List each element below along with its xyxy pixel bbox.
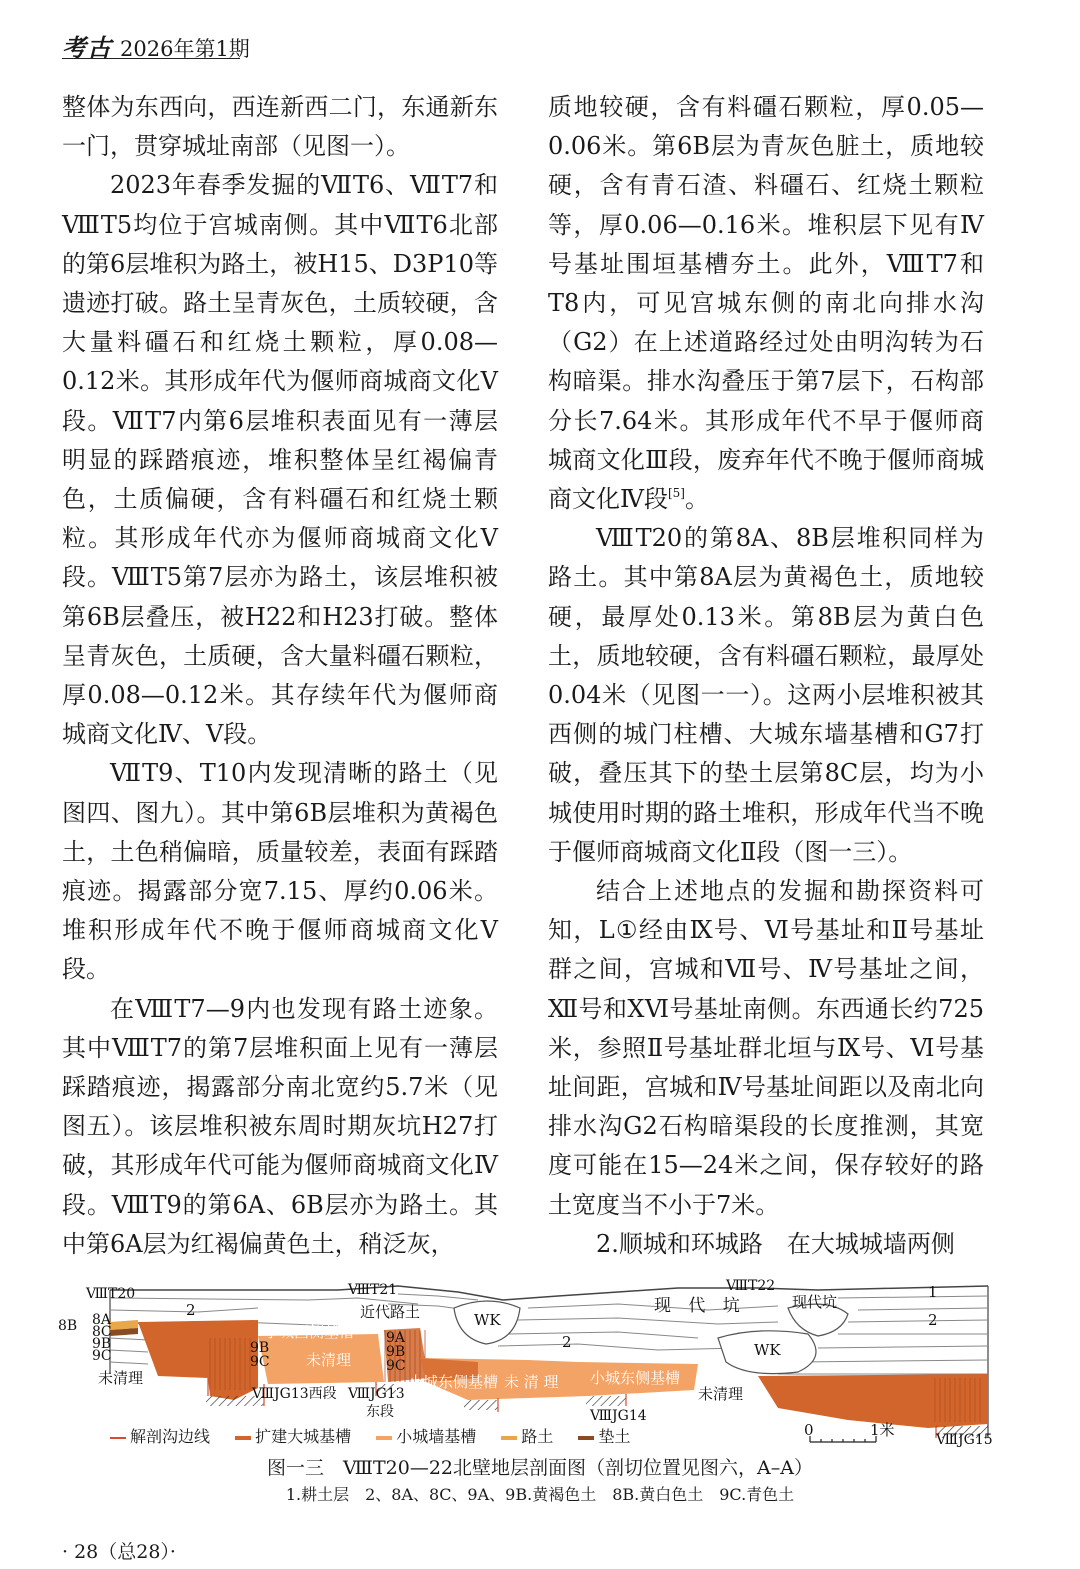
legend-swatch	[578, 1436, 594, 1440]
unexcavated-label: 未 清 理	[504, 1373, 559, 1391]
legend-item: 小城墙基槽	[376, 1424, 476, 1447]
left-column	[62, 88, 498, 1264]
layer-2: 2	[562, 1333, 572, 1351]
layer-9c: 9C	[386, 1358, 406, 1374]
layer-8a: 8A	[92, 1312, 112, 1328]
east-trench-label: 小城东侧基槽	[590, 1369, 681, 1387]
layer-9b: 9B	[386, 1344, 406, 1360]
trench-label-t21: ⅧT21	[348, 1282, 398, 1298]
legend-item: 垫土	[578, 1424, 630, 1447]
paragraph-end: 。	[684, 485, 709, 514]
layer-8b: 8B	[58, 1318, 78, 1334]
legend-swatch	[110, 1437, 126, 1439]
figure-legend	[110, 1424, 650, 1447]
modern-pit-label: 现 代 坑	[654, 1296, 746, 1316]
legend-swatch	[501, 1436, 517, 1440]
layer-9b: 9B	[250, 1340, 270, 1356]
layer-2: 2	[928, 1311, 938, 1329]
legend-swatch	[376, 1436, 392, 1440]
layer-9b: 9B	[92, 1336, 112, 1352]
trench-label-t20: ⅧT20	[86, 1286, 136, 1302]
paragraph: 结合上述地点的发掘和勘探资料可知，L①经由Ⅸ号、Ⅵ号基址和Ⅱ号基址群之间，宫城和Ⅶ号、Ⅳ号基址之间，Ⅻ号和ⅩⅥ号基址南侧。东西通长约725米，参照Ⅱ号基址群北垣与Ⅸ号、Ⅵ号基址间距，宫城和Ⅳ号基址间距以及南北向排水沟G2石构暗渠段的长度推测，其宽度可能在15—24米之间，保存较好的路土宽度当不小于7米。	[548, 877, 984, 1219]
legend-item: 扩建大城基槽	[235, 1424, 351, 1447]
page-number: · 28（总28）·	[62, 1541, 176, 1563]
scale-one-meter: 1米	[870, 1421, 895, 1439]
paragraph: ⅧT20的第8A、8B层堆积同样为路土。其中第8A层为黄褐色土，质地较硬，最厚处0.13米。第8B层为黄白色土，质地较硬，含有料礓石颗粒，最厚处0.04米（见图一一）。这两小层堆积被其西侧的城门柱槽、大城东墙基槽和G7打破，叠压其下的垫土层第8C层，均为小城使用时期的路土堆积，形成年代当不晚于偃师商城商文化Ⅱ段（图一三）。	[548, 524, 984, 866]
paragraph: 在ⅧT7—9内也发现有路土迹象。其中ⅧT7的第7层堆积面上见有一薄层踩踏痕迹，揭露部分南北宽约5.7米（见图五）。该层堆积被东周时期灰坑H27打破，其形成年代可能为偃师商城商文化Ⅳ段。ⅧT9的第6A、6B层亦为路土。其中第6A层为红褐偏黄色土，稍泛灰，	[62, 994, 498, 1258]
trench-label-t22: ⅧT22	[726, 1278, 776, 1294]
layer-9c: 9C	[250, 1354, 270, 1370]
paragraph	[548, 88, 984, 519]
legend-item: 解剖沟边线	[110, 1424, 210, 1447]
header-rule	[62, 58, 240, 59]
paragraph-text: 质地较硬，含有料礓石颗粒，厚0.05—0.06米。第6B层为青灰色脏土，质地较硬，含有青石渣、料礓石、红烧土颗粒等，厚0.06—0.16米。堆积层下见有Ⅳ号基址围垣基槽夯土。此外，ⅧT7和T8内，可见宫城东侧的南北向排水沟（G2）在上述道路经过处由明沟转为石构暗渠。排水沟叠压于第7层下，石构部分长7.64米。其形成年代不早于偃师商城商文化Ⅲ段，废弃年代不晚于偃师商城商文化Ⅳ段	[548, 93, 984, 514]
layer-1: 1	[928, 1283, 938, 1301]
layer-8c: 8C	[92, 1324, 112, 1340]
paragraph: 整体为东西向，西连新西二门，东通新东一门，贯穿城址南部（见图一）。	[62, 93, 498, 161]
trench-id-label: ⅧJG13	[348, 1386, 405, 1402]
unexcavated-label: 未清理	[98, 1369, 144, 1387]
issue-number: 2026年第1期	[120, 37, 250, 61]
reference-mark: [5]	[667, 486, 685, 501]
paragraph: ⅦT9、T10内发现清晰的路土（见图四、图九）。其中第6B层堆积为黄褐色土，土色稍偏暗，质量较差，表面有踩踏痕迹。揭露部分宽7.15、厚约0.06米。堆积形成年代不晚于偃师商城商文化Ⅴ段。	[62, 759, 498, 984]
modern-road-label: 近代路土	[360, 1303, 421, 1321]
running-header	[62, 28, 262, 60]
paragraph: 2023年春季发掘的ⅦT6、ⅦT7和ⅧT5均位于宫城南侧。其中ⅦT6北部的第6层堆积为路土，被H15、D3P10等遗迹打破。路土呈青灰色，土质较硬，含大量料礓石和红烧土颗粒，厚0.08—0.12米。其形成年代为偃师商城商文化Ⅴ段。ⅦT7内第6层堆积表面见有一薄层明显的踩踏痕迹，堆积整体呈红褐偏青色，土质偏硬，含有料礓石和红烧土颗粒。其形成年代亦为偃师商城商文化Ⅴ段。ⅧT5第7层亦为路土，该层堆积被第6B层叠压，被H22和H23打破。整体呈青灰色，土质硬，含大量料礓石颗粒，厚0.08—0.12米。其存续年代为偃师商城商文化Ⅳ、Ⅴ段。	[62, 171, 498, 749]
figure-note: 1.耕土层 2、8A、8C、9A、9B.黄褐色土 8B.黄白色土 9C.青色土	[285, 1485, 795, 1504]
scale-zero: 0	[804, 1421, 814, 1439]
layer-9c: 9C	[92, 1348, 112, 1364]
layer-9a: 9A	[386, 1330, 406, 1346]
trench-id-label: 东段	[366, 1404, 394, 1420]
unexcavated-label: 未清理	[698, 1385, 744, 1403]
section-heading: 2.顺城和环城路 在大城城墙两侧	[596, 1229, 955, 1258]
journal-logo: 考古	[62, 33, 112, 62]
west-trench-label: 小城西侧基槽	[264, 1323, 355, 1341]
ash-pit-label: WK	[474, 1311, 501, 1329]
right-column	[548, 88, 984, 1264]
legend-swatch	[235, 1436, 251, 1440]
figure-caption: 图一三 ⅧT20—22北壁地层剖面图（剖切位置见图六，A–A）	[267, 1457, 813, 1479]
trench-id-label: ⅧJG13西段	[252, 1386, 337, 1402]
trench-id-label: ⅧJG14	[590, 1408, 647, 1424]
trench-id-label: ⅧJG15	[936, 1432, 993, 1448]
unexcavated-label: 未清理	[306, 1351, 352, 1369]
modern-pit-label: 现代坑	[792, 1293, 838, 1311]
legend-item: 路土	[501, 1424, 553, 1447]
east-trench-label: 小城东侧基槽	[408, 1373, 499, 1391]
layer-2: 2	[186, 1301, 196, 1319]
ash-pit-label: WK	[754, 1341, 781, 1359]
